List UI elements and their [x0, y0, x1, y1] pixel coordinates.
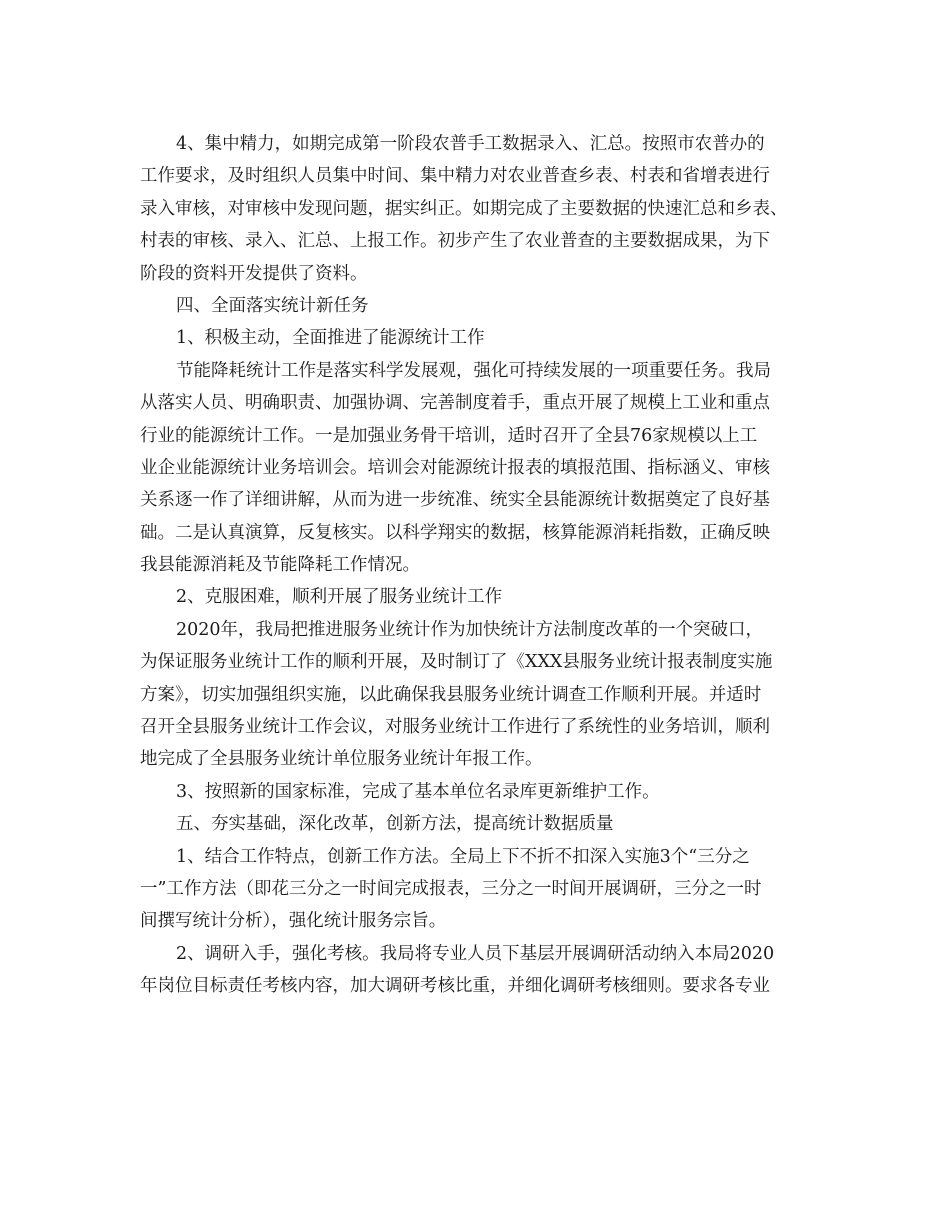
text-line: 节能降耗统计工作是落实科学发展观，强化可持续发展的一项重要任务。我局	[176, 360, 771, 381]
text-line: 间撰写统计分析），强化统计服务宗旨。	[140, 911, 447, 932]
subsection-heading: 2、克服困难，顺利开展了服务业统计工作	[176, 587, 503, 608]
section-heading: 五、夯实基础，深化改革，创新方法，提高统计数据质量	[176, 814, 614, 835]
text-line: 关系逐一作了详细讲解，从而为进一步统准、统实全县能源统计数据奠定了良好基	[140, 490, 770, 511]
text-line: 行业的能源统计工作。一是加强业务骨干培训，适时召开了全县76家规模以上工	[140, 425, 758, 446]
section-heading: 四、全面落实统计新任务	[176, 295, 369, 316]
text-line: 召开全县服务业统计工作会议，对服务业统计工作进行了系统性的业务培训，顺利	[140, 717, 770, 738]
text-line: 1、结合工作特点，创新工作方法。全局上下不折不扣深入实施3个“三分之	[176, 846, 750, 867]
text-line: 为保证服务业统计工作的顺利开展，及时制订了《XXX县服务业统计报表制度实施	[140, 652, 773, 673]
text-line: 村表的审核、录入、汇总、上报工作。初步产生了农业普查的主要数据成果，为下	[140, 231, 770, 252]
subsection-heading: 1、积极主动，全面推进了能源统计工作	[176, 328, 485, 349]
text-line: 方案》，切实加强组织实施，以此确保我县服务业统计调查工作顺利开展。并适时	[140, 684, 762, 705]
subsection-heading: 3、按照新的国家标准，完成了基本单位名录库更新维护工作。	[176, 781, 660, 802]
text-line: 录入审核，对审核中发现问题，据实纠正。如期完成了主要数据的快速汇总和乡表、	[140, 198, 788, 219]
text-line: 2、调研入手，强化考核。我局将专业人员下基层开展调研活动纳入本局2020	[176, 943, 775, 964]
text-line: 工作要求，及时组织人员集中时间、集中精力对农业普查乡表、村表和省增表进行	[140, 166, 770, 187]
text-line: 2020年，我局把推进服务业统计作为加快统计方法制度改革的一个突破口，	[176, 619, 764, 640]
text-line: 地完成了全县服务业统计单位服务业统计年报工作。	[140, 749, 543, 770]
text-line: 业企业能源统计业务培训会。培训会对能源统计报表的填报范围、指标涵义、审核	[140, 457, 770, 478]
text-line: 我县能源消耗及节能降耗工作情况。	[140, 555, 420, 576]
text-line: 一”工作方法（即花三分之一时间完成报表，三分之一时间开展调研，三分之一时	[140, 878, 762, 899]
text-line: 础。二是认真演算，反复核实。以科学翔实的数据，核算能源消耗指数，正确反映	[140, 522, 770, 543]
text-line: 年岗位目标责任考核内容，加大调研考核比重，并细化调研考核细则。要求各专业	[140, 976, 770, 997]
text-line: 阶段的资料开发提供了资料。	[140, 263, 368, 284]
text-line: 从落实人员、明确职责、加强协调、完善制度着手，重点开展了规模上工业和重点	[140, 393, 770, 414]
text-line: 4、集中精力，如期完成第一阶段农普手工数据录入、汇总。按照市农普办的	[176, 134, 765, 154]
document-body	[140, 128, 820, 1003]
